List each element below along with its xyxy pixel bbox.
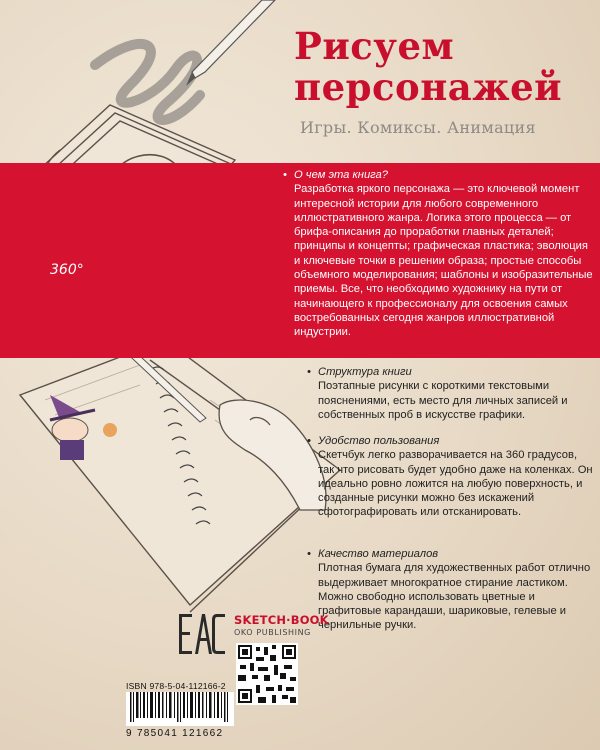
section-heading: • Качество материалов — [318, 547, 596, 561]
section-text: Поэтапные рисунки с короткими текстовыми пояснениями, есть место для личных записей и собственных проб в искусстве графики. — [318, 380, 568, 421]
publisher-logo — [234, 613, 329, 637]
section-heading: • Структура книги — [318, 365, 596, 379]
barcode-icon — [126, 692, 234, 726]
about-section — [287, 168, 593, 340]
about-heading: • О чем эта книга? — [294, 168, 593, 182]
isbn-block — [126, 681, 234, 691]
publisher-logo-main: SKETCH·BOOK — [234, 613, 329, 627]
section-text: Скетчбук легко разворачивается на 360 градусов, так что рисовать будет удобно даже на коленках. Он идеально ровно ложится на любую поверхность, и созданные рисунки можно без искажений сфотографировать или отсканировать. — [318, 449, 593, 519]
book-subtitle: Игры. Комиксы. Анимация — [300, 118, 536, 137]
pencil-icon — [186, 0, 275, 86]
qr-code-icon — [236, 643, 298, 705]
title-line-2: персонажей — [294, 64, 563, 109]
section-text: Плотная бумага для художественных работ отлично выдерживает многократное стирание ластиком. Можно свободно использовать цветные и графитовые карандаши, шариковые, гелевые и чернильные ручки. — [318, 562, 591, 632]
publisher-logo-sub: OKO PUBLISHING — [234, 628, 311, 637]
eac-icon — [179, 614, 225, 654]
barcode-digits-block — [126, 727, 234, 739]
section-materials — [318, 547, 596, 633]
section-usability — [318, 434, 596, 520]
about-text: Разработка яркого персонажа — это ключевой момент интересной истории для любого современного иллюстративного жанра. Логика этого процесса — от брифа-описания до проработки главных деталей; принципы и концепты; графическая пластика; эволюция и ключевые точки в решении образа; простые способы объемного моделирования; шаблоны и изобразительные приемы. Все, что необходимо художнику на пути от начинающего к профессионалу для освоения самых востребованных сегодня жанров иллюстративной индустрии. — [294, 183, 593, 339]
barcode-digits: 9 785041 121662 — [126, 728, 224, 739]
title-line-1: Рисуем — [294, 24, 455, 68]
rotation-label: 360° — [50, 262, 84, 278]
section-structure — [318, 365, 596, 422]
section-heading: • Удобство пользования — [318, 434, 596, 448]
book-title — [294, 26, 562, 107]
isbn-label: ISBN 978-5-04-112166-2 — [126, 681, 226, 691]
